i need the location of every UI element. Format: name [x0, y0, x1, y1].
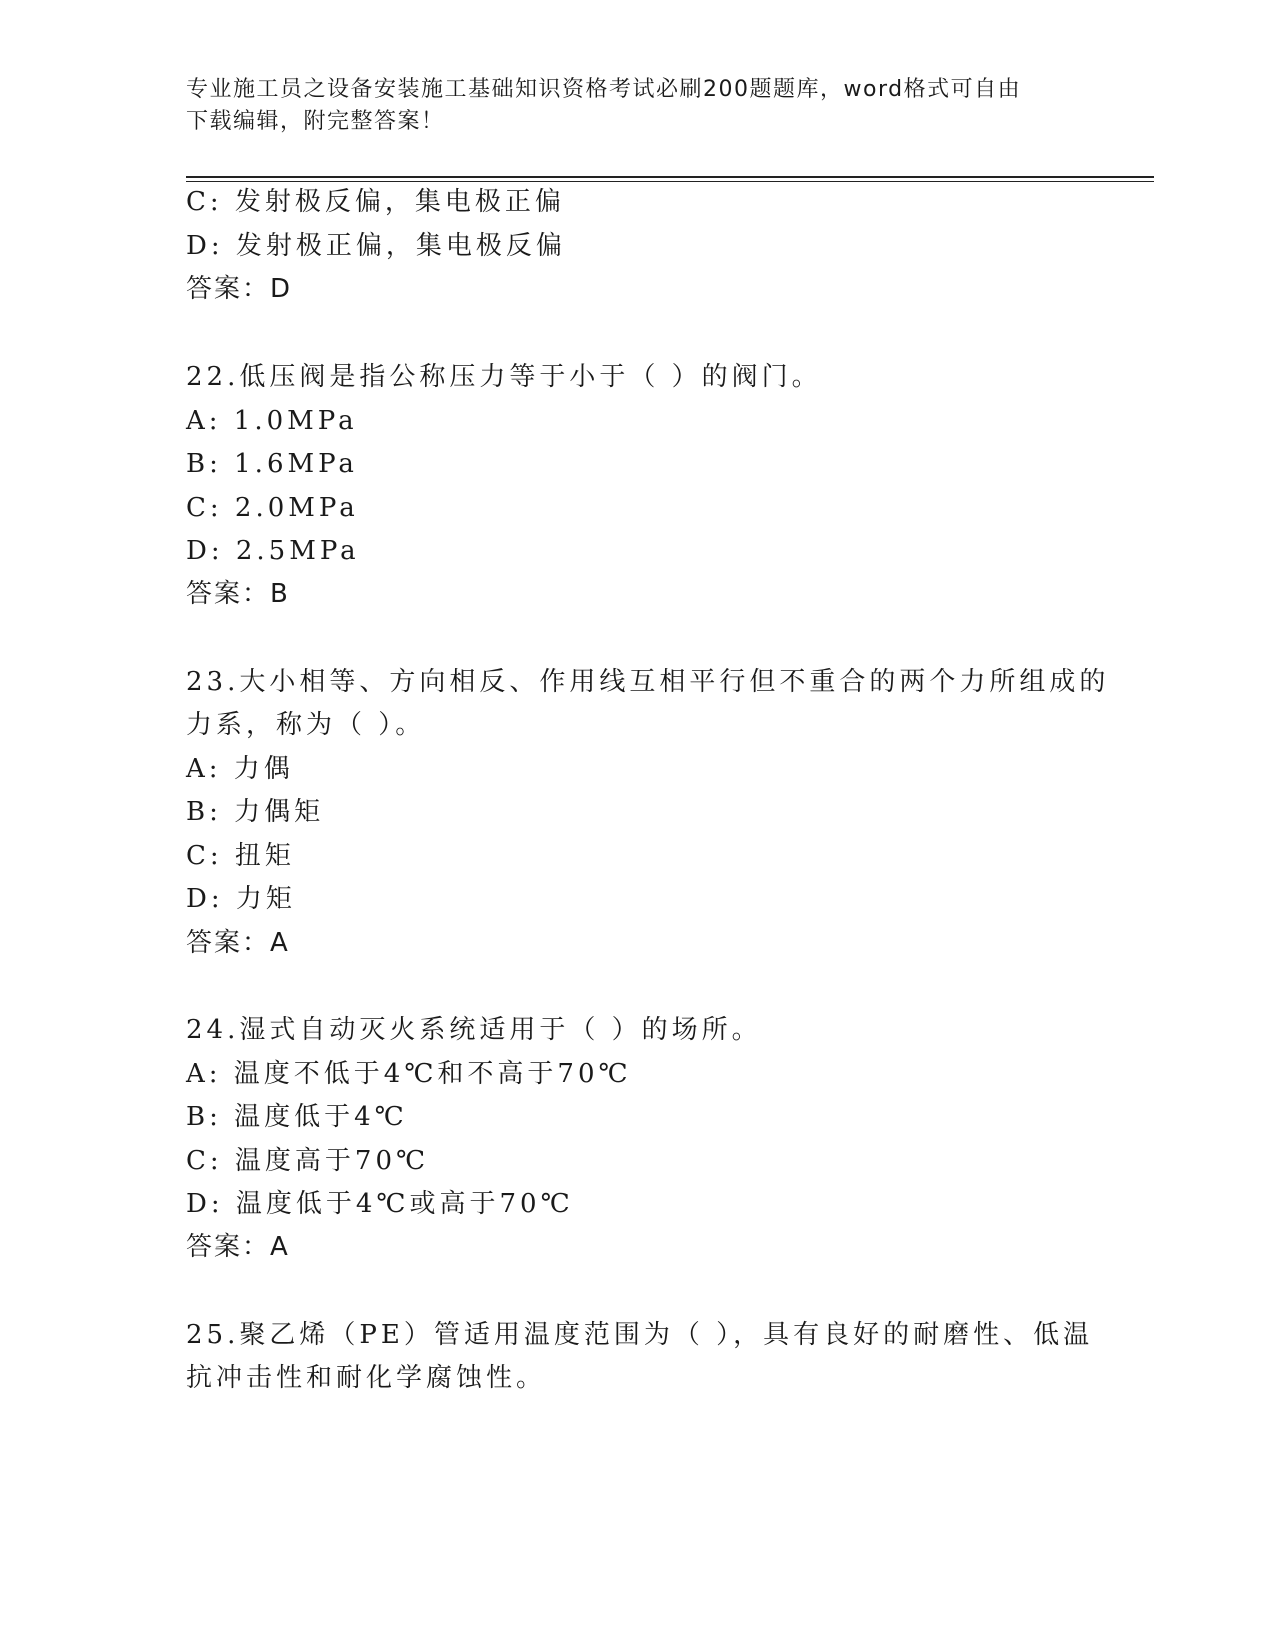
q22-option-d: D: 2.5MPa — [186, 536, 360, 566]
q24-option-b: B: 温度低于4℃ — [186, 1102, 408, 1132]
header-title-line-2: 下载编辑，附完整答案！ — [186, 109, 445, 134]
q25-question-line-2: 抗冲击性和耐化学腐蚀性。 — [186, 1363, 547, 1393]
q24-option-a: A: 温度不低于4℃和不高于70℃ — [186, 1059, 632, 1089]
q22-option-b: B: 1.6MPa — [186, 449, 358, 479]
header-title-line-1: 专业施工员之设备安装施工基础知识资格考试必刷200题题库，word格式可自由 — [186, 77, 1022, 102]
q23-option-b: B: 力偶矩 — [186, 797, 325, 827]
q22-question: 22.低压阀是指公称压力等于小于（ ）的阀门。 — [186, 362, 822, 392]
document-header — [186, 74, 1066, 138]
q25-question-line-1: 25.聚乙烯（PE）管适用温度范围为（ ），具有良好的耐磨性、低温 — [186, 1320, 1094, 1350]
q23-answer: 答案：A — [186, 928, 290, 958]
q22-option-c: C: 2.0MPa — [186, 493, 359, 523]
q21-option-c: C: 发射极反偏，集电极正偏 — [186, 187, 565, 217]
q24-option-d: D: 温度低于4℃或高于70℃ — [186, 1189, 574, 1219]
q24-answer: 答案：A — [186, 1232, 290, 1262]
q24-option-c: C: 温度高于70℃ — [186, 1146, 430, 1176]
q21-option-d: D: 发射极正偏，集电极反偏 — [186, 231, 566, 261]
header-divider-thin — [186, 181, 1154, 182]
q24-question: 24.湿式自动灭火系统适用于（ ）的场所。 — [186, 1015, 762, 1045]
header-divider-thick — [186, 176, 1154, 178]
q22-option-a: A: 1.0MPa — [186, 406, 358, 436]
q23-question-line-2: 力系，称为（ ）。 — [186, 710, 426, 740]
q23-question-line-1: 23.大小相等、方向相反、作用线互相平行但不重合的两个力所组成的 — [186, 667, 1110, 697]
q23-option-a: A: 力偶 — [186, 754, 294, 784]
q23-option-c: C: 扭矩 — [186, 841, 295, 871]
q22-answer: 答案：B — [186, 579, 290, 609]
q21-answer: 答案：D — [186, 274, 293, 304]
q23-option-d: D: 力矩 — [186, 884, 296, 914]
